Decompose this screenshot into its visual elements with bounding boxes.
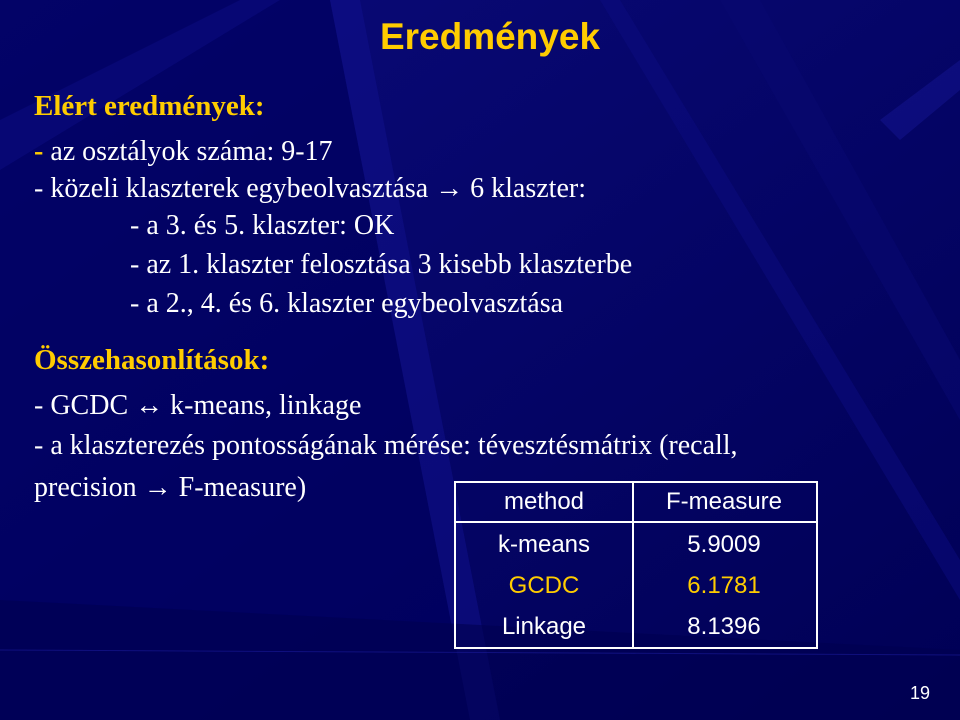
bullet-dash: - [34, 136, 44, 167]
results-subline-1: - a 3. és 5. klaszter: OK [130, 210, 395, 241]
table-cell-method: k-means [497, 531, 591, 558]
table-cell-fmeasure: 6.1781 [687, 572, 761, 599]
results-line-class-count [34, 136, 333, 168]
table-header-fmeasure: F-measure [665, 488, 783, 515]
comparison-line-fmeasure: precision → F-measure) [34, 472, 307, 503]
results-subline-2: - az 1. klaszter felosztása 3 kisebb klaszterbe [130, 249, 633, 280]
comparison-line-methods: - GCDC ↔ k-means, linkage [34, 390, 362, 421]
results-subline-3: - a 2., 4. és 6. klaszter egybeolvasztása [130, 288, 564, 319]
table-cell-fmeasure: 5.9009 [687, 531, 761, 558]
table-column-divider [632, 483, 634, 647]
results-line-text: az osztályok száma: 9-17 [43, 136, 333, 167]
table-header-method: method [503, 488, 585, 515]
table-cell-method: Linkage [501, 613, 587, 640]
page-number: 19 [909, 683, 930, 703]
table-header-divider [456, 521, 816, 523]
section-heading-comparisons: Összehasonlítások: [34, 344, 270, 376]
results-line-merge: - közeli klaszterek egybeolvasztása → 6 klaszter: [34, 173, 586, 204]
section-heading-results: Elért eredmények: [34, 90, 265, 122]
results-table [454, 481, 818, 649]
table-cell-fmeasure: 8.1396 [687, 613, 761, 640]
slide-title: Eredmények [379, 16, 601, 57]
table-cell-method: GCDC [508, 572, 580, 599]
comparison-line-measurement: - a klaszterezés pontosságának mérése: tévesztésmátrix (recall, [34, 430, 738, 461]
